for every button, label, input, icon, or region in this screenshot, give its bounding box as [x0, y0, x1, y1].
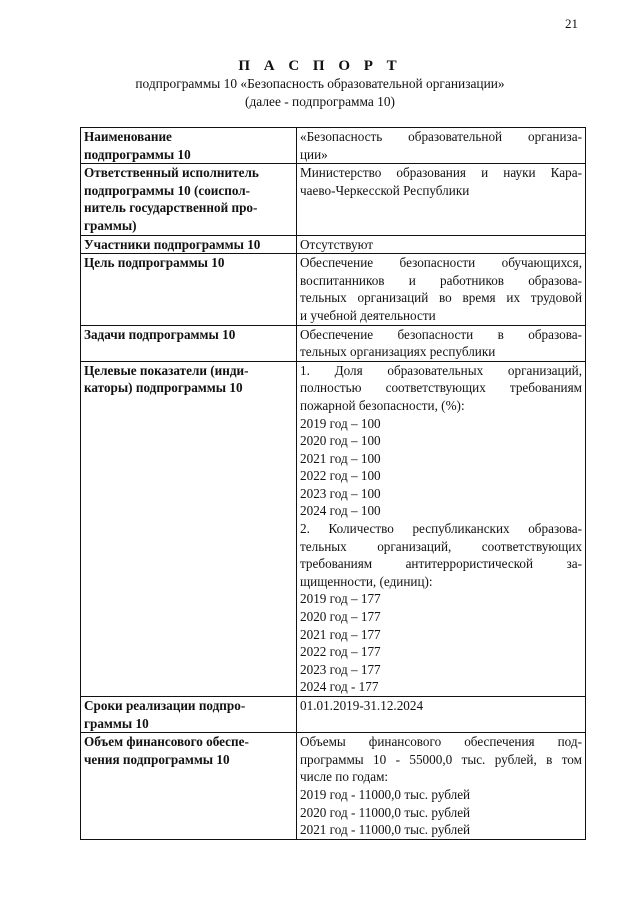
value-line: тельных организаций, соответствующих [300, 538, 582, 554]
passport-table [80, 127, 586, 840]
row-value [297, 128, 586, 164]
row-label [81, 361, 297, 696]
row-label [81, 325, 297, 361]
value-line: чаево-Черкесской Республики [300, 182, 470, 198]
value-line: 1. Доля образовательных организаций, [300, 362, 582, 378]
value-line: щищенности, (единиц): [300, 573, 433, 589]
value-line: программы 10 - 55000,0 тыс. рублей, в том [300, 751, 582, 767]
table-row [81, 128, 586, 164]
label-line: Задачи подпрограммы 10 [84, 326, 236, 342]
value-line: 2020 год – 177 [300, 609, 381, 625]
row-label [81, 697, 297, 733]
value-line: 2024 год – 100 [300, 503, 381, 519]
label-line: Цель подпрограммы 10 [84, 255, 225, 271]
row-label [81, 164, 297, 235]
value-line: «Безопасность образовательной организа- [300, 129, 582, 144]
value-line: полностью соответствующих требованиям [300, 380, 582, 396]
value-line: числе по годам: [300, 769, 389, 785]
label-line: граммы) [84, 217, 137, 233]
value-line: Отсутствуют [300, 236, 374, 252]
value-line: тельных организаций во время их трудовой [300, 290, 582, 306]
value-line: 2020 год – 100 [300, 433, 381, 449]
row-label [81, 128, 297, 164]
row-value [297, 164, 586, 235]
label-line: Объем финансового обеспе- [84, 734, 249, 750]
label-line: Целевые показатели (инди- [84, 362, 249, 378]
label-line: Ответственный исполнитель [84, 165, 259, 181]
value-line: тельных организациях республики [300, 344, 496, 360]
label-line: Наименование [84, 129, 172, 144]
table-row [81, 361, 586, 696]
value-line: 2021 год – 100 [300, 450, 381, 466]
value-line: воспитанников и работников образова- [300, 272, 582, 288]
table-row [81, 164, 586, 235]
value-line: 2022 год – 177 [300, 644, 381, 660]
value-line: пожарной безопасности, (%): [300, 397, 465, 413]
value-line: 2021 год – 177 [300, 626, 381, 642]
page-title: П А С П О Р Т [238, 58, 402, 74]
row-value [297, 325, 586, 361]
value-line: 2019 год – 100 [300, 415, 381, 431]
subtitle-line-2: (далее - подпрограмма 10) [244, 94, 396, 109]
value-line: 01.01.2019-31.12.2024 [300, 698, 424, 713]
row-value [297, 235, 586, 254]
row-label [81, 733, 297, 840]
value-line: 2024 год - 177 [300, 679, 379, 695]
value-line: ции» [300, 146, 328, 162]
label-line: чения подпрограммы 10 [84, 751, 230, 767]
table-row [81, 325, 586, 361]
value-line: 2019 год – 177 [300, 591, 381, 607]
row-value [297, 254, 586, 325]
label-line: подпрограммы 10 (соиспол- [84, 182, 251, 198]
value-line: Обеспечение безопасности в образова- [300, 326, 582, 342]
label-line: каторы) подпрограммы 10 [84, 380, 243, 396]
label-line: Участники подпрограммы 10 [84, 236, 261, 252]
row-label [81, 254, 297, 325]
value-line: 2. Количество республиканских образова- [300, 521, 582, 537]
label-line: граммы 10 [84, 715, 149, 731]
table-row [81, 254, 586, 325]
label-line: подпрограммы 10 [84, 146, 191, 162]
value-line: 2021 год - 11000,0 тыс. рублей [300, 822, 471, 838]
value-line: Обеспечение безопасности обучающихся, [300, 255, 582, 271]
value-line: требованиям антитеррористической за- [300, 556, 582, 572]
value-line: 2022 год – 100 [300, 468, 381, 484]
value-line: 2023 год – 177 [300, 661, 381, 677]
value-line: Министерство образования и науки Кара- [300, 165, 582, 181]
value-line: 2023 год – 100 [300, 485, 381, 501]
table-row [81, 235, 586, 254]
value-line: 2020 год - 11000,0 тыс. рублей [300, 804, 471, 820]
subtitle-line-1: подпрограммы 10 «Безопасность образовательной организации» [135, 76, 505, 91]
row-value [297, 361, 586, 696]
row-value [297, 697, 586, 733]
label-line: Сроки реализации подпро- [84, 698, 246, 713]
page-number: 21 [565, 16, 578, 31]
row-value [297, 733, 586, 840]
label-line: нитель государственной про- [84, 200, 258, 216]
value-line: 2019 год - 11000,0 тыс. рублей [300, 786, 471, 802]
table-row [81, 733, 586, 840]
row-label [81, 235, 297, 254]
value-line: и учебной деятельности [300, 307, 436, 323]
value-line: Объемы финансового обеспечения под- [300, 734, 582, 750]
table-row [81, 697, 586, 733]
